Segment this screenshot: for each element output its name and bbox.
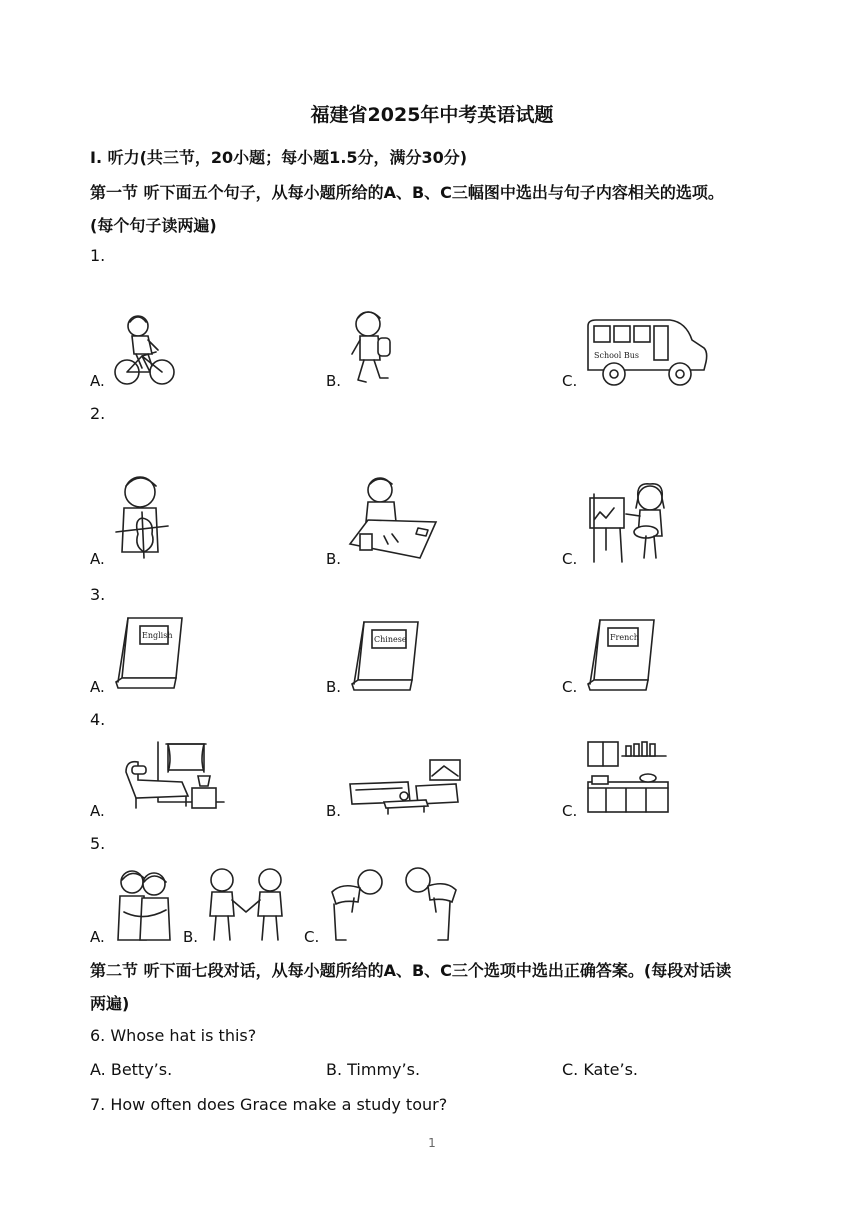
book-label: English bbox=[142, 631, 173, 640]
chinese-book-picture bbox=[350, 620, 420, 692]
question-7-text: 7. How often does Grace make a study tour? bbox=[90, 1095, 448, 1114]
book-label: French bbox=[610, 633, 639, 642]
option-label: A. bbox=[90, 802, 105, 820]
question-number: 4. bbox=[90, 710, 106, 729]
q6-option-b: B. Timmy’s. bbox=[326, 1060, 421, 1079]
shaking-hands-picture bbox=[204, 866, 292, 942]
option-label: C. bbox=[562, 678, 578, 696]
english-book-picture bbox=[114, 616, 184, 690]
option-label: B. bbox=[183, 928, 199, 946]
option-label: B. bbox=[326, 372, 342, 390]
option-label: A. bbox=[90, 550, 105, 568]
option-label: A. bbox=[90, 372, 105, 390]
question-number: 2. bbox=[90, 404, 106, 423]
hugging-picture bbox=[114, 868, 174, 942]
option-label: C. bbox=[562, 550, 578, 568]
kitchen-picture bbox=[586, 740, 670, 816]
bowing-picture bbox=[324, 862, 464, 942]
part1-heading: 第一节 听下面五个句子，从每小题所给的A、B、C三幅图中选出与句子内容相关的选项。 bbox=[90, 183, 724, 202]
page-number: 1 bbox=[428, 1136, 436, 1150]
option-label: A. bbox=[90, 678, 105, 696]
option-label: C. bbox=[562, 372, 578, 390]
bus-label: School Bus bbox=[594, 351, 639, 360]
option-label: A. bbox=[90, 928, 105, 946]
question-number: 3. bbox=[90, 585, 106, 604]
french-book-picture bbox=[586, 618, 656, 692]
option-label: C. bbox=[304, 928, 320, 946]
school-bus-picture bbox=[584, 318, 712, 388]
option-label: B. bbox=[326, 802, 342, 820]
question-number: 5. bbox=[90, 834, 106, 853]
bedroom-picture bbox=[122, 742, 226, 816]
page-title: 福建省2025年中考英语试题 bbox=[310, 104, 554, 126]
section-listening-heading: I. 听力(共三节，20小题；每小题1.5分，满分30分) bbox=[90, 148, 468, 167]
boy-riding-bike-picture bbox=[112, 312, 176, 388]
q6-option-c: C. Kate’s. bbox=[562, 1060, 638, 1079]
living-room-picture bbox=[348, 756, 464, 816]
boy-walking-picture bbox=[346, 308, 402, 386]
boy-drawing-picture bbox=[348, 474, 438, 562]
part1-heading-cont: (每个句子读两遍) bbox=[90, 216, 217, 235]
girl-painting-picture bbox=[586, 480, 678, 564]
book-label: Chinese bbox=[374, 635, 407, 644]
question-number: 1. bbox=[90, 246, 106, 265]
boy-playing-cello-picture bbox=[112, 472, 174, 562]
option-label: B. bbox=[326, 550, 342, 568]
option-label: B. bbox=[326, 678, 342, 696]
question-6-text: 6. Whose hat is this? bbox=[90, 1026, 257, 1045]
option-label: C. bbox=[562, 802, 578, 820]
part2-heading: 第二节 听下面七段对话，从每小题所给的A、B、C三个选项中选出正确答案。(每段对话读 bbox=[90, 961, 732, 980]
q6-option-a: A. Betty’s. bbox=[90, 1060, 173, 1079]
part2-heading-cont: 两遍) bbox=[90, 994, 130, 1013]
